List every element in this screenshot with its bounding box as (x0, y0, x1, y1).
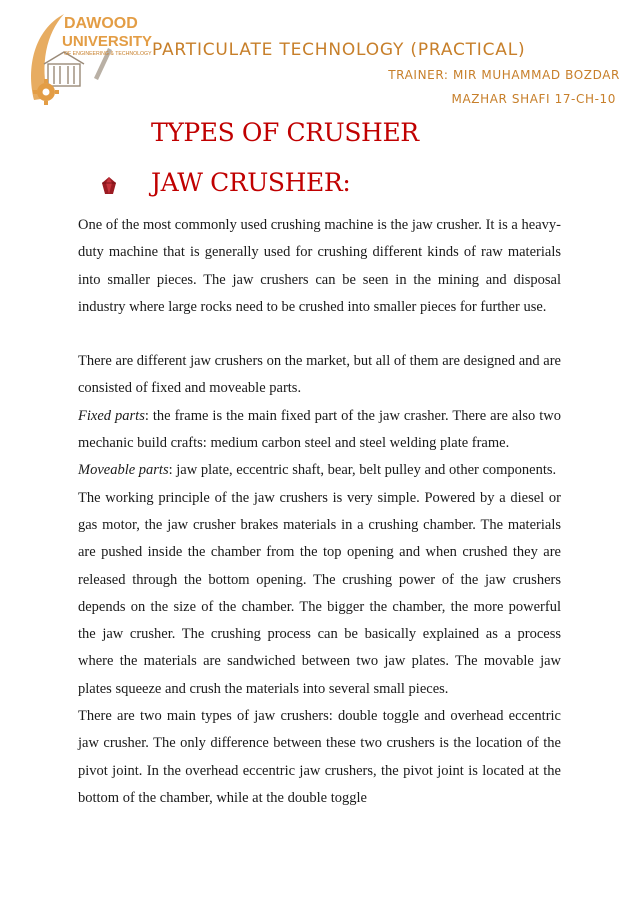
fixed-parts-text: : the frame is the main fixed part of the jaw crasher. There are also two mechanic build crafts: medium carbon steel and steel welding plate frame. (78, 407, 562, 452)
logo-name-line1: DAWOOD (64, 15, 138, 32)
moveable-parts-text: : jaw plate, eccentric shaft, bear, belt pulley and other components. (168, 462, 557, 479)
paragraph-types: There are two main types of jaw crushers: double toggle and overhead eccentric jaw crusher. The only difference between these two crushers is the location of the pivot joint. In the overhead eccentric jaw crushers, the pivot joint is located at the bottom of the chamber, while at the double toggle (78, 708, 561, 806)
university-logo (24, 8, 153, 108)
student-id: MAZHAR SHAFI 17-CH-10 (451, 92, 616, 106)
paragraph-working-principle: The working principle of the jaw crushers is very simple. Powered by a diesel or gas motor, the jaw crusher brakes materials in a crushing chamber. The materials are pushed inside the chamber from the top opening and when crushed they are released through the bottom opening. The crushing power of the jaw crushers depends on the size of the chamber. The bigger the chamber, the more powerful the jaw crusher. The crushing process can be basically explained as a process where the materials are sandwiched between two jaw plates. The movable jaw plates squeeze and crush the materials into several small pieces. (78, 489, 561, 697)
paragraph-fixed-parts (78, 403, 561, 458)
logo-name-line2: UNIVERSITY (62, 33, 153, 50)
logo-name-line3: OF ENGINEERING & TECHNOLOGY (64, 51, 152, 57)
paragraph-moveable-parts (78, 457, 561, 484)
paragraph-intro: One of the most commonly used crushing machine is the jaw crusher. It is a heavy-duty machine that is generally used for crushing different kinds of raw materials into smaller pieces. The jaw crushers can be seen in the mining and disposal industry where large rocks need to be crushed into smaller pieces for further use. (78, 217, 561, 315)
document-body (78, 212, 561, 812)
document-header-title: PARTICULATE TECHNOLOGY (PRACTICAL) (152, 40, 526, 60)
fixed-parts-term: Fixed parts (78, 407, 145, 424)
section-title: TYPES OF CRUSHER (151, 118, 419, 147)
red-gem-bullet-icon (100, 176, 118, 196)
moveable-parts-term: Moveable parts (78, 462, 169, 479)
trainer-name: TRAINER: MIR MUHAMMAD BOZDAR (388, 68, 620, 82)
logo-building-icon (44, 52, 84, 86)
subsection-title: JAW CRUSHER: (151, 168, 351, 197)
paragraph-spacer (78, 321, 561, 348)
paragraph-parts: There are different jaw crushers on the market, but all of them are designed and are consisted of fixed and moveable parts. (78, 353, 561, 397)
